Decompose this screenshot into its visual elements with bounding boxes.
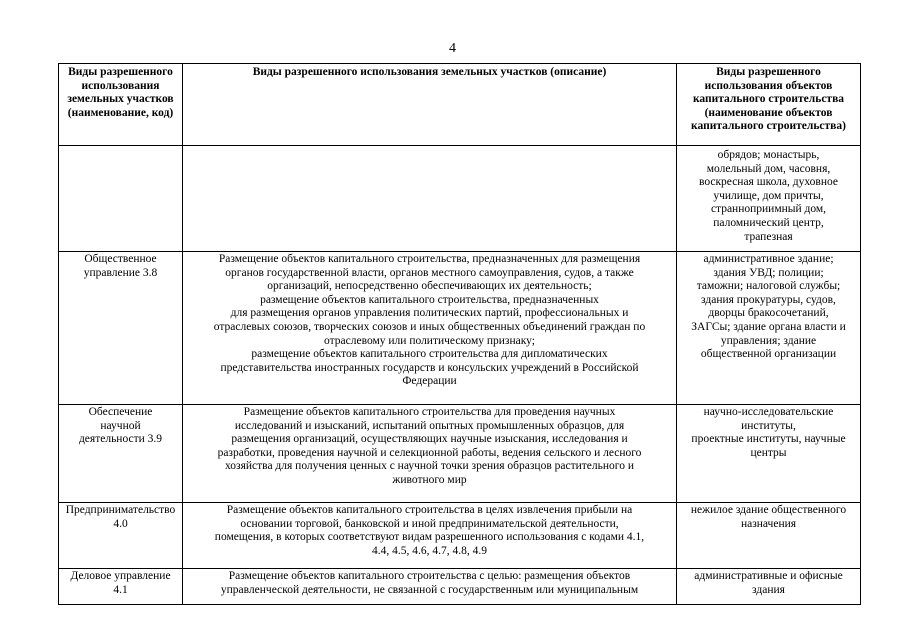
table-row: [59, 569, 861, 605]
description-cell: Размещение объектов капитального строительства, предназначенных для размещения органов государственной власти, органов местного самоуправления, судов, а также организаций, непосредственно обеспечивающих их деятельность; размещение объектов капитального строительства, предназначенных для размещения органов управления политических партий, профессиональных и отраслевых союзов, творческих союзов и иных общественных объединений граждан по отраслевому или политическому признаку; размещение объектов капитального строительства для дипломатических представительства иностранных государств и консульских учреждений в Российской Федерации: [183, 252, 677, 405]
header-description: Виды разрешенного использования земельных участков (описание): [183, 64, 677, 146]
page-number: 4: [449, 41, 456, 56]
description-cell: Размещение объектов капитального строительства для проведения научных исследований и изысканий, испытаний опытных промышленных образцов, для размещения организаций, осуществляющих научные изыскания, исследования и разработки, проведения научной и селекционной работы, ведения сельского и лесного хозяйства для получения ценных с научной точки зрения образцов растительного и животного мир: [183, 405, 677, 503]
header-name-code: Виды разрешенного использования земельных участков (наименование, код): [59, 64, 183, 146]
name-cell: Предпринимательство 4.0: [59, 503, 183, 569]
name-cell: Обеспечение научной деятельности 3.9: [59, 405, 183, 503]
name-cell: [59, 146, 183, 252]
table-row: [59, 405, 861, 503]
objects-cell: административное здание; здания УВД; полиции; таможни; налоговой службы; здания прокуратуры, судов, дворцы бракосочетаний, ЗАГСы; здание органа власти и управления; здание общественной организации: [677, 252, 861, 405]
header-objects: Виды разрешенного использования объектов капитального строительства (наименование объектов капитального строительства): [677, 64, 861, 146]
table-row: [59, 503, 861, 569]
description-cell: Размещение объектов капитального строительства в целях извлечения прибыли на основании торговой, банковской и иной предпринимательской деятельности, помещения, в которых соответствуют видам разрешенного использования с кодами 4.1, 4.4, 4.5, 4.6, 4.7, 4.8, 4.9: [183, 503, 677, 569]
objects-cell: обрядов; монастырь, молельный дом, часовня, воскресная школа, духовное училище, дом причты, страннoприимный дом, паломнический центр, трапезная: [677, 146, 861, 252]
objects-cell: нежилое здание общественного назначения: [677, 503, 861, 569]
objects-cell: научно-исследовательские институты, проектные институты, научные центры: [677, 405, 861, 503]
description-cell: Размещение объектов капитального строительства с целью: размещения объектов управленческой деятельности, не связанной с государственным или муниципальным: [183, 569, 677, 605]
table-row: [59, 146, 861, 252]
objects-cell: административные и офисные здания: [677, 569, 861, 605]
name-cell: Деловое управление 4.1: [59, 569, 183, 605]
table-header-row: [59, 64, 861, 146]
land-use-table: [58, 63, 861, 605]
description-cell: [183, 146, 677, 252]
name-cell: Общественное управление 3.8: [59, 252, 183, 405]
table-row: [59, 252, 861, 405]
